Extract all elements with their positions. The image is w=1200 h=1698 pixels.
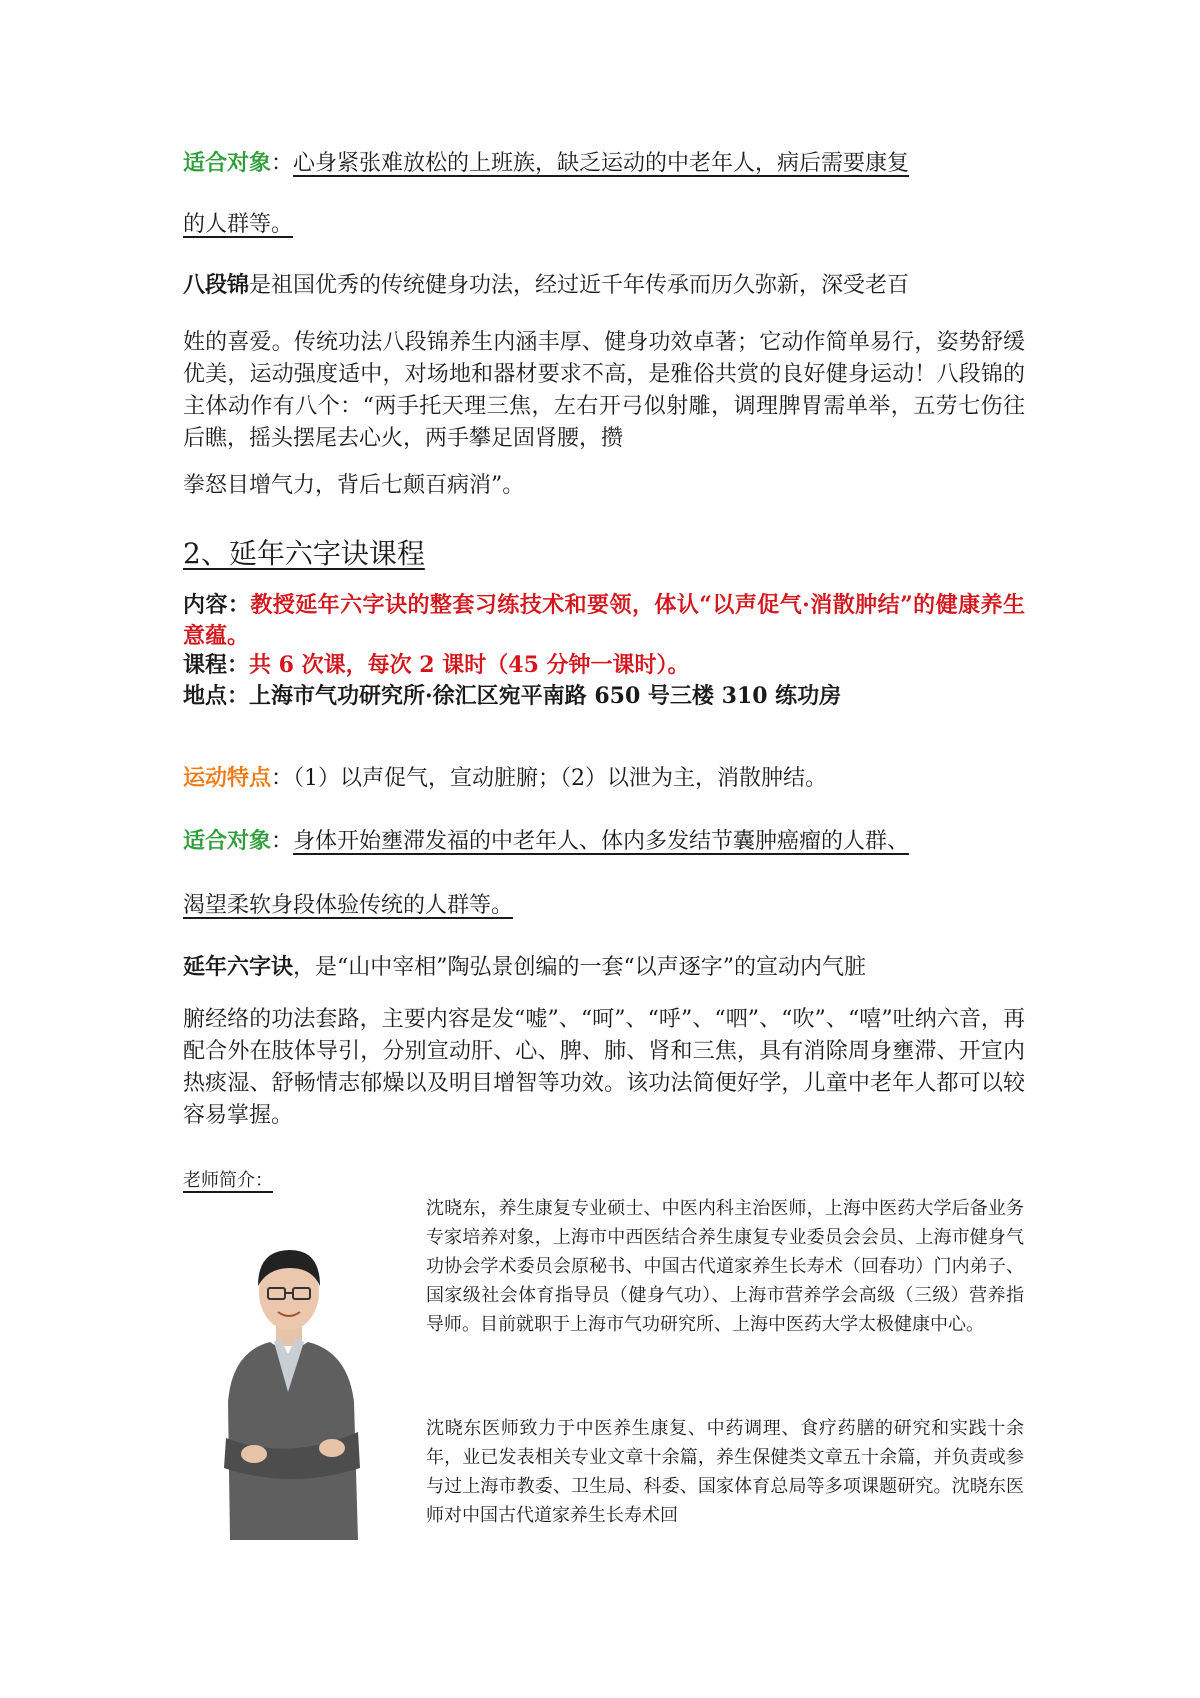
teacher-bio-2: 沈晓东医师致力于中医养生康复、中药调理、食疗药膳的研究和实践十余年，业已发表相关专业文章十余篇，养生保健类文章五十余篇，并负责或参与过上海市教委、卫生局、科委、国家体育总局等多项课题研究。沈晓东医师对中国古代道家养生长寿术回 xyxy=(426,1418,1024,1526)
liuzijue-lead: 延年六字诀 xyxy=(183,955,294,980)
target-audience-line-2 xyxy=(183,210,293,240)
colon: ： xyxy=(271,829,294,854)
course-text: 共 6 次课，每次 2 课时（45 分钟一课时）。 xyxy=(249,652,690,678)
content-text: 教授延年六字诀的整套习练技术和要领，体认“以声促气·消散肿结”的健康养生意蕴。 xyxy=(183,592,1025,649)
place-text: 上海市气功研究所·徐汇区宛平南路 650 号三楼 310 练功房 xyxy=(249,683,842,709)
target-label: 适合对象 xyxy=(183,151,272,176)
target-audience-line-2 xyxy=(183,891,513,921)
target-text: 身体开始壅滞发福的中老年人、体内多发结节囊肿癌瘤的人群、 xyxy=(293,829,910,854)
features-text: （1）以声促气，宣动脏腑；（2）以泄为主，消散肿结。 xyxy=(293,766,828,791)
course-line xyxy=(183,650,690,681)
target-audience-line xyxy=(183,149,909,179)
target-label: 适合对象 xyxy=(183,829,272,854)
target-text-cont: 渴望柔软身段体验传统的人群等。 xyxy=(183,893,514,918)
baduanjin-intro-body: 姓的喜爱。传统功法八段锦养生内涵丰厚、健身功效卓著；它动作简单易行，姿势舒缓优美，运动强度适中，对场地和器材要求不高，是雅俗共赏的良好健身运动！八段锦的主体动作有八个：“两手托天理三焦，左右开弓似射雕，调理脾胃需单举，五劳七伤往后瞧，摇头摆尾去心火，两手攀足固肾腰，攒 xyxy=(183,330,1025,451)
features-label: 运动特点 xyxy=(183,766,272,791)
liuzijue-intro-text: ，是“山中宰相”陶弘景创编的一套“以声逐字”的宣动内气脏 xyxy=(293,955,867,980)
features-line xyxy=(183,764,827,794)
baduanjin-intro-text: 是祖国优秀的传统健身功法，经过近千年传承而历久弥新，深受老百 xyxy=(249,273,910,298)
place-label: 地点： xyxy=(183,683,250,709)
place-line xyxy=(183,681,841,711)
teacher-bio: 沈晓东，养生康复专业硕士、中医内科主治医师，上海中医药大学后备业务专家培养对象，上海市中西医结合养生康复专业委员会会员、上海市健身气功协会学术委员会原秘书、中国古代道家养生长寿术（回春功）门内弟子、国家级社会体育指导员（健身气功）、上海市营养学会高级（三级）营养指导师。目前就职于上海市气功研究所、上海中医药大学太极健康中心。 xyxy=(426,1198,1024,1335)
target-audience-line xyxy=(183,827,909,857)
baduanjin-intro-line xyxy=(183,271,909,301)
liuzijue-intro-body: 腑经络的功法套路，主要内容是发“嘘”、“呵”、“呼”、“呬”、“吹”、“嘻”吐纳六音，再配合外在肢体导引，分别宣动肝、心、脾、肺、肾和三焦，具有消除周身壅滞、开宣内热痰湿、舒畅情志郁燥以及明目增智等功效。该功法简便好学，儿童中老年人都可以较容易掌握。 xyxy=(183,1007,1025,1128)
teacher-photo xyxy=(208,1232,368,1540)
target-text: 心身紧张难放松的上班族，缺乏运动的中老年人，病后需要康复 xyxy=(293,151,910,176)
baduanjin-lead: 八段锦 xyxy=(183,273,250,298)
colon: ： xyxy=(271,766,294,791)
baduanjin-intro-last: 拳怒目增气力，背后七颠百病消”。 xyxy=(183,473,525,498)
section-heading: 2、延年六字诀课程 xyxy=(183,537,425,570)
target-text-cont: 的人群等。 xyxy=(183,212,294,237)
content-label: 内容： xyxy=(183,592,251,618)
liuzijue-intro-line xyxy=(183,953,866,983)
content-paragraph xyxy=(183,590,1025,652)
teacher-label: 老师简介： xyxy=(183,1170,273,1191)
colon: ： xyxy=(271,151,294,176)
course-label: 课程： xyxy=(183,652,250,678)
